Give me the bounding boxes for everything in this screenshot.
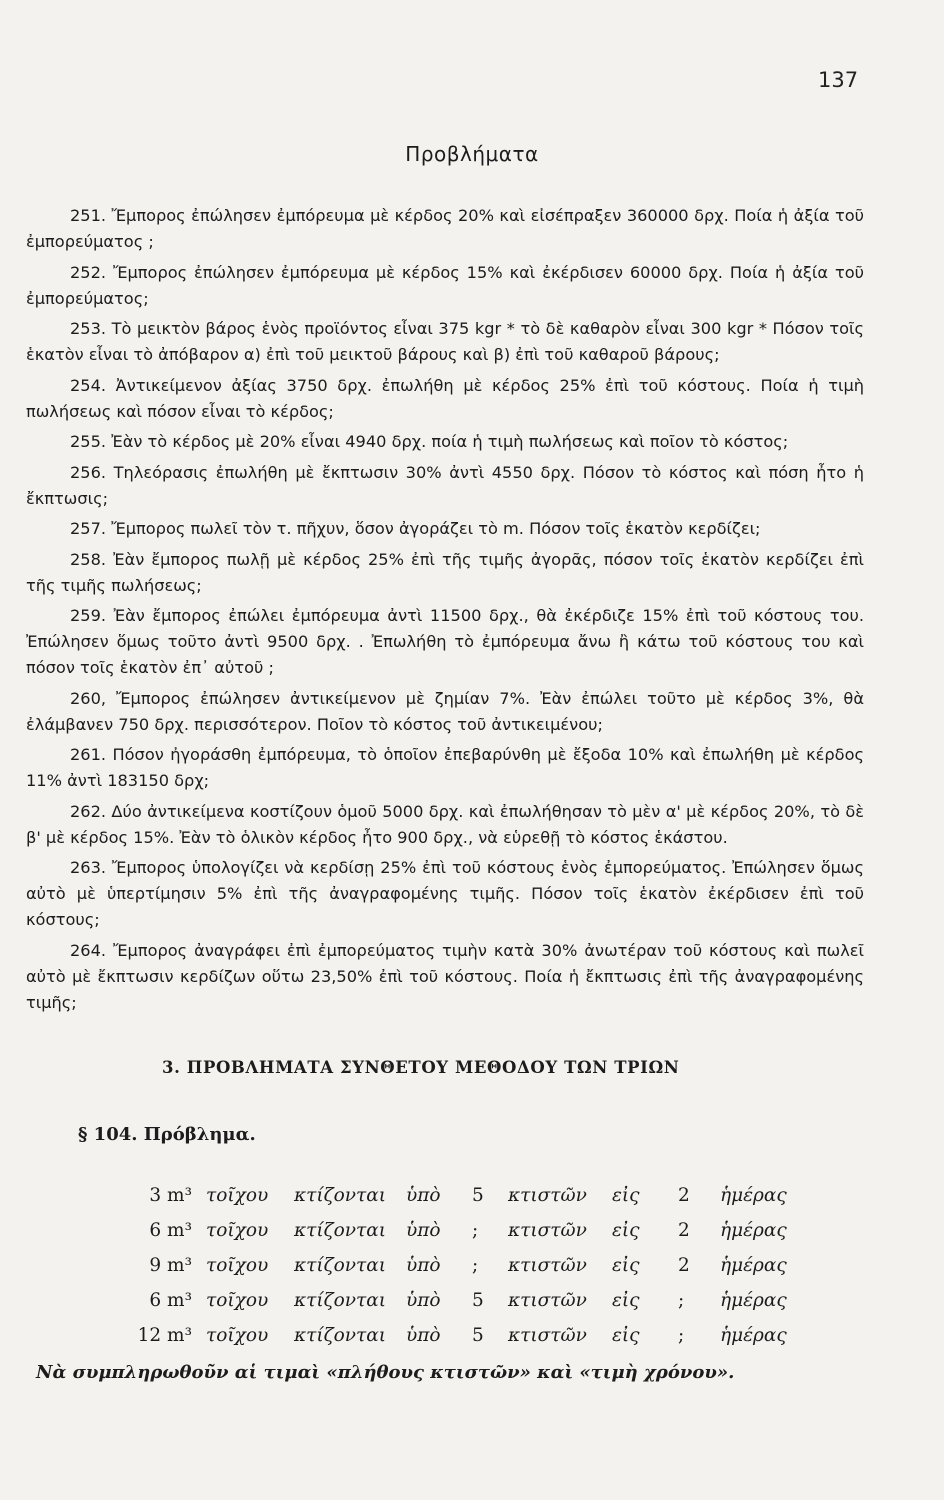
workers-cell: κτιστῶν (508, 1290, 587, 1311)
problem-257: 257. Ἔμπορος πωλεῖ τὸν τ. πῆχυν, ὅσον ἀγοράζει τὸ m. Πόσον τοῖς ἑκατὸν κερδίζει; (70, 519, 761, 538)
days-cell: ἡμέρας (720, 1220, 787, 1241)
by-cell: ὑπὸ (406, 1255, 441, 1276)
workers-count-cell: ; (472, 1255, 479, 1276)
by-cell: ὑπὸ (406, 1185, 441, 1206)
problem-258: 258. Ἐὰν ἔμπορος πωλῇ μὲ κέρδος 25% ἐπὶ τῆς τιμῆς ἀγορᾶς, πόσον τοῖς ἑκατὸν κερδίζει ἐπὶ τῆς τιμῆς πωλήσεως; (26, 549, 864, 595)
problem-261: 261. Πόσον ἠγοράσθη ἐμπόρευμα, τὸ ὁποῖον ἐπεβαρύνθη μὲ ἔξοδα 10% καὶ ἐπωλήθη μὲ κέρδος 11% ἀντὶ 183150 δρχ; (26, 745, 864, 790)
days-count-cell: 2 (678, 1255, 690, 1276)
table-row (108, 1283, 810, 1318)
wall-cell: τοῖχου (206, 1185, 269, 1206)
page-heading: Προβλήματα (405, 142, 539, 166)
problem-255: 255. Ἐὰν τὸ κέρδος μὲ 20% εἶναι 4940 δρχ. ποία ἡ τιμὴ πωλήσεως καὶ ποῖον τὸ κόστος; (70, 432, 789, 451)
verb-cell: κτίζονται (294, 1185, 387, 1206)
quantity-cell: 3 m³ (149, 1185, 192, 1206)
days-count-cell: 2 (678, 1220, 690, 1241)
in-cell: εἰς (612, 1255, 640, 1276)
workers-cell: κτιστῶν (508, 1220, 587, 1241)
in-cell: εἰς (612, 1220, 640, 1241)
quantity-cell: 12 m³ (137, 1325, 192, 1346)
problem-254: 254. Ἀντικείμενον ἀξίας 3750 δρχ. ἐπωλήθη μὲ κέρδος 25% ἐπὶ τοῦ κόστους. Ποία ἡ τιμὴ πωλήσεως καὶ πόσον εἶναι τὸ κέρδος; (26, 375, 864, 421)
days-count-cell: ; (678, 1290, 685, 1311)
verb-cell: κτίζονται (294, 1255, 387, 1276)
problem-259: 259. Ἐὰν ἔμπορος ἐπώλει ἐμπόρευμα ἀντὶ 11500 δρχ., θὰ ἐκέρδιζε 15% ἐπὶ τοῦ κόστους του. Ἐπώλησεν ὅμως τοῦτο ἀντὶ 9500 δρχ. . Ἐπωλήθη τὸ ἐμπόρευμα ἄνω ἢ κάτω τοῦ κόστους του καὶ πόσον τοῖς ἑκατὸν ἐπ᾽ αὐτοῦ ; (26, 606, 864, 677)
footer-instruction: Νὰ συμπληρωθοῦν αἱ τιμαὶ «πλήθους κτιστῶν» καὶ «τιμὴ χρόνου». (36, 1362, 735, 1383)
by-cell: ὑπὸ (406, 1325, 441, 1346)
days-cell: ἡμέρας (720, 1325, 787, 1346)
table-row (108, 1178, 810, 1213)
table-row (108, 1318, 810, 1353)
wall-cell: τοῖχου (206, 1325, 269, 1346)
section-title: 3. ΠΡΟΒΛΗΜΑΤΑ ΣΥΝΘΕΤΟΥ ΜΕΘΟΔΟΥ ΤΩΝ ΤΡΙΩΝ (162, 1058, 680, 1077)
page-number: 137 (818, 68, 859, 92)
verb-cell: κτίζονται (294, 1325, 387, 1346)
workers-cell: κτιστῶν (508, 1185, 587, 1206)
problem-263: 263. Ἔμπορος ὑπολογίζει νὰ κερδίσῃ 25% ἐπὶ τοῦ κόστους ἑνὸς ἐμπορεύματος. Ἐπώλησεν ὅμως αὐτὸ μὲ ὑπερτίμησιν 5% ἐπὶ τῆς ἀναγραφομένης τιμῆς. Πόσον τοῖς ἑκατὸν ἐκέρδισεν ἐπὶ τοῦ κόστους; (26, 858, 864, 929)
proportion-table (108, 1178, 810, 1353)
by-cell: ὑπὸ (406, 1290, 441, 1311)
workers-count-cell: 5 (472, 1185, 484, 1206)
workers-cell: κτιστῶν (508, 1255, 587, 1276)
problem-262: 262. Δύο ἀντικείμενα κοστίζουν ὁμοῦ 5000 δρχ. καὶ ἐπωλήθησαν τὸ μὲν α' μὲ κέρδος 20%, τὸ δὲ β' μὲ κέρδος 15%. Ἐὰν τὸ ὁλικὸν κέρδος ἦτο 900 δρχ., νὰ εὑρεθῇ τὸ κόστος ἑκάστου. (26, 801, 864, 847)
problem-251: 251. Ἔμπορος ἐπώλησεν ἐμπόρευμα μὲ κέρδος 20% καὶ εἰσέπραξεν 360000 δρχ. Ποία ἡ ἀξία τοῦ ἐμπορεύματος ; (26, 206, 864, 251)
problem-list (26, 203, 864, 1020)
problem-252: 252. Ἔμπορος ἐπώλησεν ἐμπόρευμα μὲ κέρδος 15% καὶ ἐκέρδισεν 60000 δρχ. Ποία ἡ ἀξία τοῦ ἐμπορεύματος; (26, 262, 864, 308)
problem-264: 264. Ἔμπορος ἀναγράφει ἐπὶ ἐμπορεύματος τιμὴν κατὰ 30% ἀνωτέραν τοῦ κόστους καὶ πωλεῖ αὐτὸ μὲ ἔκπτωσιν κερδίζων οὕτω 23,50% ἐπὶ τοῦ κόστους. Ποία ἡ ἔκπτωσις ἐπὶ τῆς ἀναγραφομένης τιμῆς; (26, 940, 864, 1012)
verb-cell: κτίζονται (294, 1290, 387, 1311)
quantity-cell: 6 m³ (149, 1290, 192, 1311)
in-cell: εἰς (612, 1290, 640, 1311)
days-cell: ἡμέρας (720, 1185, 787, 1206)
quantity-cell: 9 m³ (149, 1255, 192, 1276)
wall-cell: τοῖχου (206, 1255, 269, 1276)
problem-253: 253. Τὸ μεικτὸν βάρος ἑνὸς προϊόντος εἶναι 375 kgr * τὸ δὲ καθαρὸν εἶναι 300 kgr * Πόσον τοῖς ἑκατὸν εἶναι τὸ ἀπόβαρον α) ἐπὶ τοῦ μεικτοῦ βάρους καὶ β) ἐπὶ τοῦ καθαροῦ βάρους; (26, 319, 864, 364)
wall-cell: τοῖχου (206, 1220, 269, 1241)
in-cell: εἰς (612, 1325, 640, 1346)
table-row (108, 1248, 810, 1283)
paragraph-heading: § 104. Πρόβλημα. (78, 1124, 256, 1145)
days-count-cell: ; (678, 1325, 685, 1346)
verb-cell: κτίζονται (294, 1220, 387, 1241)
workers-count-cell: ; (472, 1220, 479, 1241)
table-row (108, 1213, 810, 1248)
days-cell: ἡμέρας (720, 1290, 787, 1311)
workers-count-cell: 5 (472, 1290, 484, 1311)
quantity-cell: 6 m³ (149, 1220, 192, 1241)
days-cell: ἡμέρας (720, 1255, 787, 1276)
days-count-cell: 2 (678, 1185, 690, 1206)
by-cell: ὑπὸ (406, 1220, 441, 1241)
workers-cell: κτιστῶν (508, 1325, 587, 1346)
proportion-table-body (108, 1178, 810, 1353)
problem-256: 256. Τηλεόρασις ἐπωλήθη μὲ ἔκπτωσιν 30% ἀντὶ 4550 δρχ. Πόσον τὸ κόστος καὶ πόση ἦτο ἡ ἔκπτωσις; (26, 462, 864, 508)
wall-cell: τοῖχου (206, 1290, 269, 1311)
in-cell: εἰς (612, 1185, 640, 1206)
problem-260: 260, Ἔμπορος ἐπώλησεν ἀντικείμενον μὲ ζημίαν 7%. Ἐὰν ἐπώλει τοῦτο μὲ κέρδος 3%, θὰ ἐλάμβανεν 750 δρχ. περισσότερον. Ποῖον τὸ κόστος τοῦ ἀντικειμένου; (26, 688, 864, 734)
workers-count-cell: 5 (472, 1325, 484, 1346)
